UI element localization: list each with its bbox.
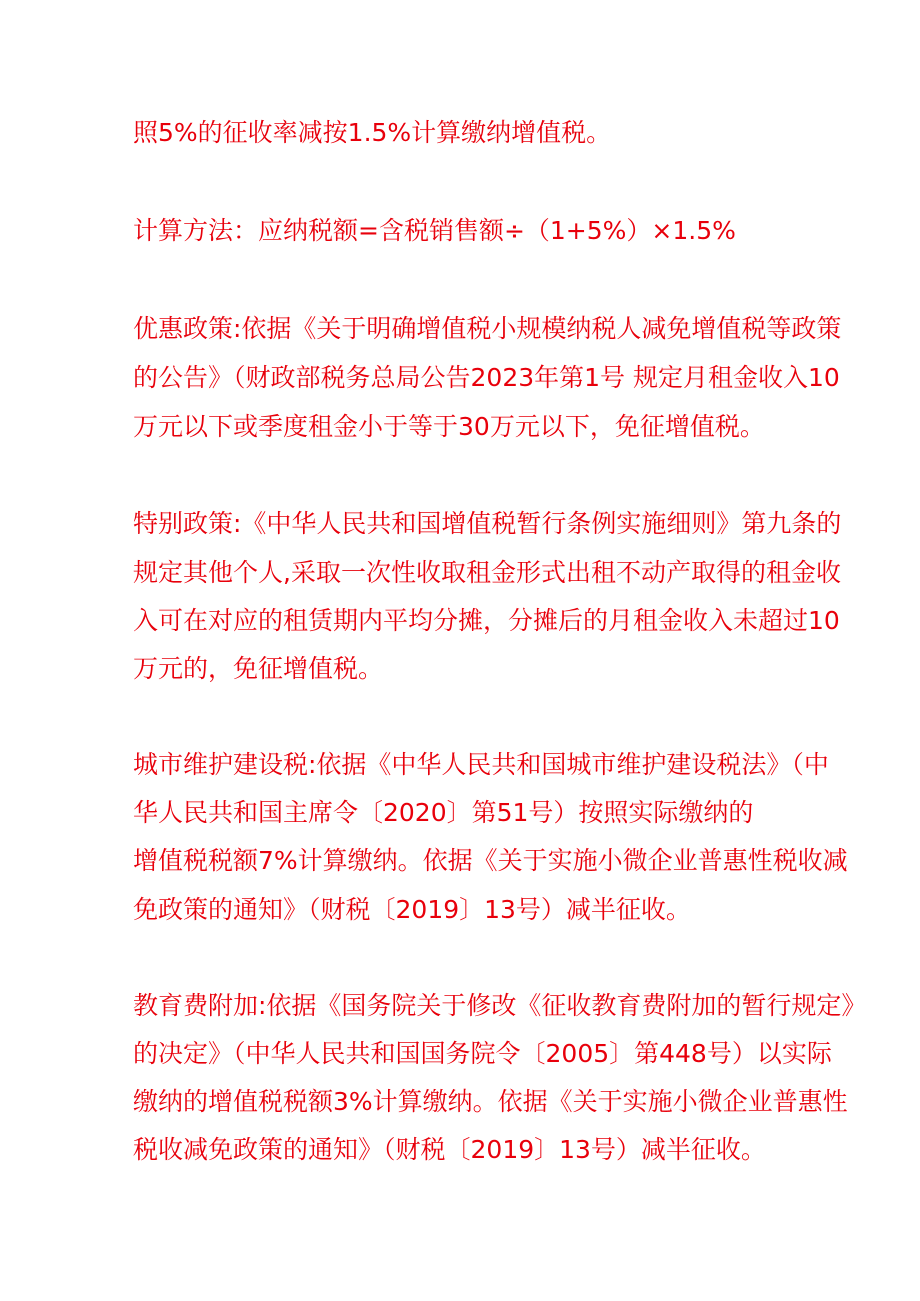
paragraph-4-line-2: 规定其他个人,采取一次性收取租金形式出租不动产取得的租金收 [133,558,841,587]
paragraph-4-line-4: 万元的，免征增值税。 [133,654,384,683]
paragraph-3-line-3: 万元以下或季度租金小于等于30万元以下，免征增值税。 [133,412,765,441]
paragraph-4-line-3: 入可在对应的租赁期内平均分摊，分摊后的月租金收入未超过10 [133,606,840,635]
paragraph-6-line-3: 缴纳的增值税税额3%计算缴纳。依据《关于实施小微企业普惠性 [133,1087,848,1116]
paragraph-3-line-1: 优惠政策:依据《关于明确增值税小规模纳税人减免增值税等政策 [133,314,842,343]
paragraph-5-line-3: 增值税税额7%计算缴纳。依据《关于实施小微企业普惠性税收减 [133,846,848,875]
paragraph-5-line-2: 华人民共和国主席令〔2020〕第51号）按照实际缴纳的 [133,798,754,827]
paragraph-2-line-1: 计算方法：应纳税额=含税销售额÷（1+5%）×1.5% [133,216,736,245]
paragraph-3-line-2: 的公告》（财政部税务总局公告2023年第1号 规定月租金收入10 [133,363,840,392]
paragraph-6-line-2: 的决定》（中华人民共和国国务院令〔2005〕第448号）以实际 [133,1039,832,1068]
paragraph-5-line-1: 城市维护建设税:依据《中华人民共和国城市维护建设税法》（中 [133,750,829,779]
paragraph-5-line-4: 免政策的通知》（财税〔2019〕13号）减半征收。 [133,895,691,924]
paragraph-6-line-1: 教育费附加:依据《国务院关于修改《征收教育费附加的暂行规定》 [133,991,867,1020]
paragraph-6-line-4: 税收减免政策的通知》（财税〔2019〕13号）减半征收。 [133,1135,766,1164]
paragraph-1-line-1: 照5%的征收率减按1.5%计算缴纳增值税。 [133,118,612,147]
paragraph-4-line-1: 特别政策:《中华人民共和国增值税暂行条例实施细则》第九条的 [133,509,842,538]
